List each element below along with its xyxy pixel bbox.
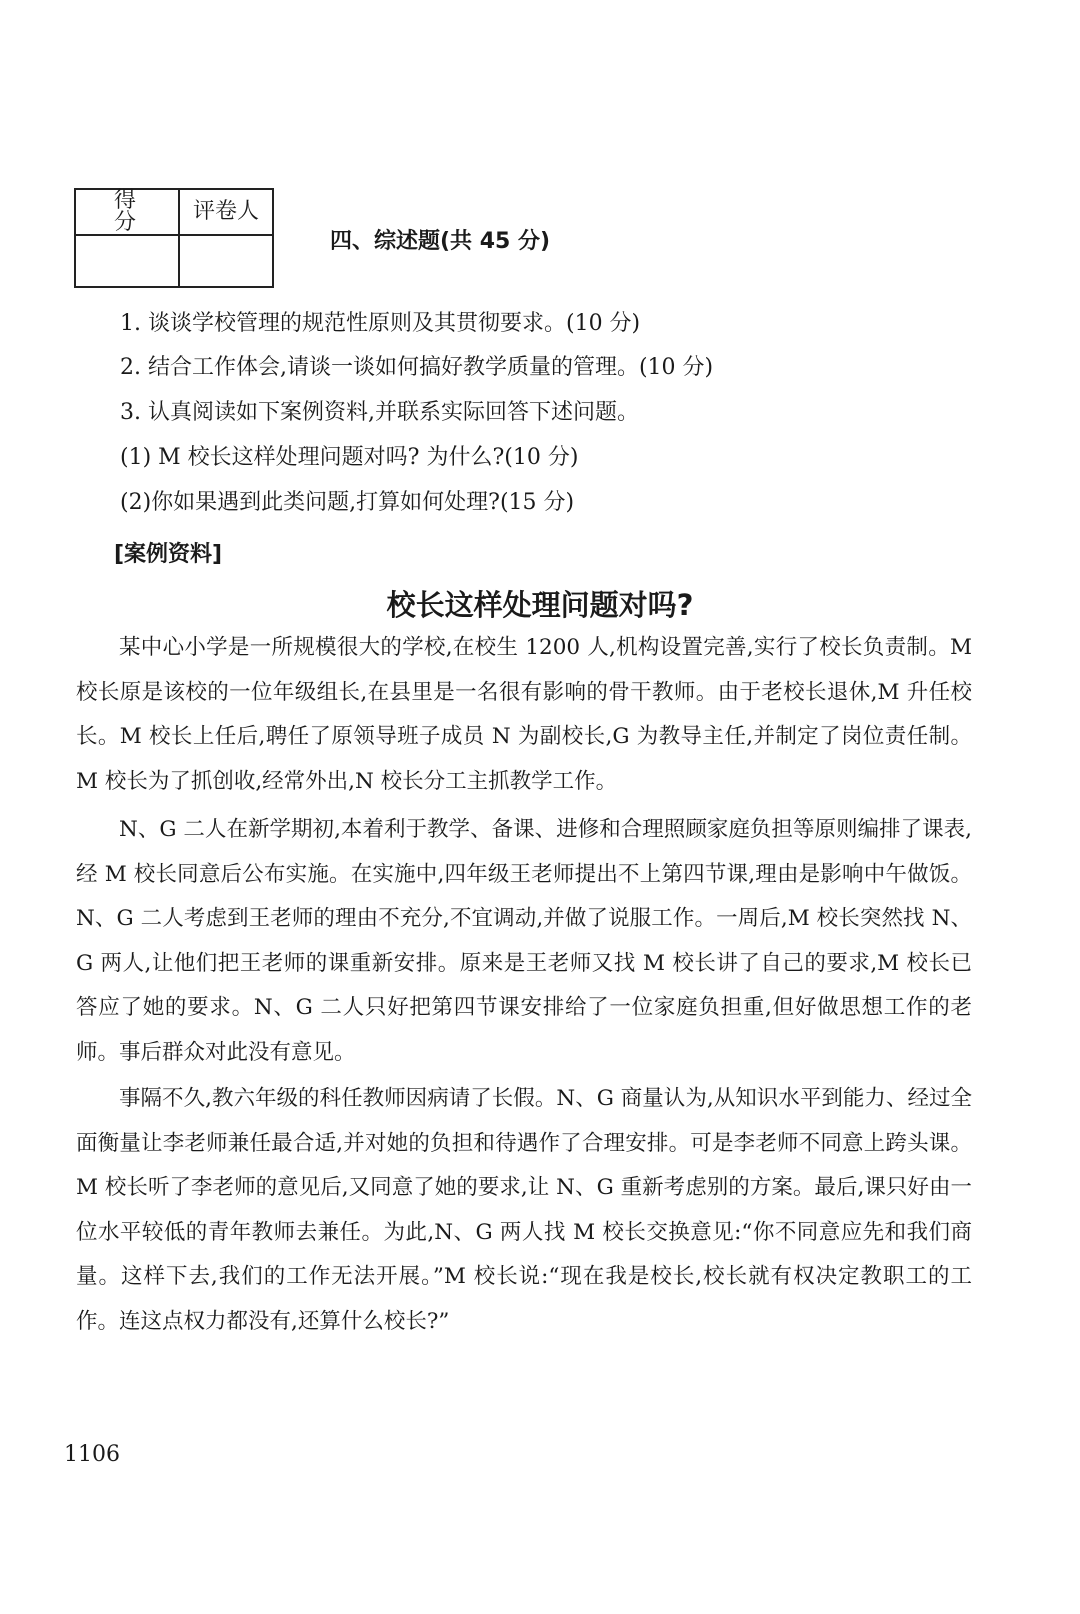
score-label: 得 分 — [75, 189, 179, 235]
score-table — [74, 188, 274, 288]
section-title: 四、综述题(共 45 分) — [330, 229, 551, 254]
sub-question-2: (2)你如果遇到此类问题,打算如何处理?(15 分) — [120, 490, 575, 515]
page-number: 1106 — [64, 1442, 120, 1467]
case-paragraph-2: N、G 二人在新学期初,本着利于教学、备课、进修和合理照顾家庭负担等原则编排了课表,经 M 校长同意后公布实施。在实施中,四年级王老师提出不上第四节课,理由是影响中午做饭。N、G 二人考虑到王老师的理由不充分,不宜调动,并做了说服工作。一周后,M 校长突然找 N、G 两人,让他们把王老师的课重新安排。原来是王老师又找 M 校长讲了自己的要求,M 校长已答应了她的要求。N、G 二人只好把第四节课安排给了一位家庭负担重,但好做思想工作的老师。事后群众对此没有意见。 — [76, 817, 972, 1065]
case-paragraph-1: 某中心小学是一所规模很大的学校,在校生 1200 人,机构设置完善,实行了校长负责制。M 校长原是该校的一位年级组长,在县里是一名很有影响的骨干教师。由于老校长退休,M 升任校长。M 校长上任后,聘任了原领导班子成员 N 为副校长,G 为教导主任,并制定了岗位责任制。M 校长为了抓创收,经常外出,N 校长分工主抓教学工作。 — [76, 635, 972, 794]
question-3: 3. 认真阅读如下案例资料,并联系实际回答下述问题。 — [120, 400, 639, 425]
grader-label: 评卷人 — [179, 189, 273, 235]
score-cell — [75, 235, 179, 287]
case-label: [案例资料] — [114, 542, 223, 567]
case-paragraph-3: 事隔不久,教六年级的科任教师因病请了长假。N、G 商量认为,从知识水平到能力、经过全面衡量让李老师兼任最合适,并对她的负担和待遇作了合理安排。可是李老师不同意上跨头课。M 校长听了李老师的意见后,又同意了她的要求,让 N、G 重新考虑别的方案。最后,课只好由一位水平较低的青年教师去兼任。为此,N、G 两人找 M 校长交换意见:“你不同意应先和我们商量。这样下去,我们的工作无法开展。”M 校长说:“现在我是校长,校长就有权决定教职工的工作。连这点权力都没有,还算什么校长?” — [76, 1086, 972, 1334]
case-title: 校长这样处理问题对吗? — [386, 588, 694, 622]
question-2: 2. 结合工作体会,请谈一谈如何搞好教学质量的管理。(10 分) — [120, 355, 714, 380]
question-1: 1. 谈谈学校管理的规范性原则及其贯彻要求。(10 分) — [120, 311, 641, 336]
sub-question-1: (1) M 校长这样处理问题对吗? 为什么?(10 分) — [120, 445, 579, 470]
grader-cell — [179, 235, 273, 287]
